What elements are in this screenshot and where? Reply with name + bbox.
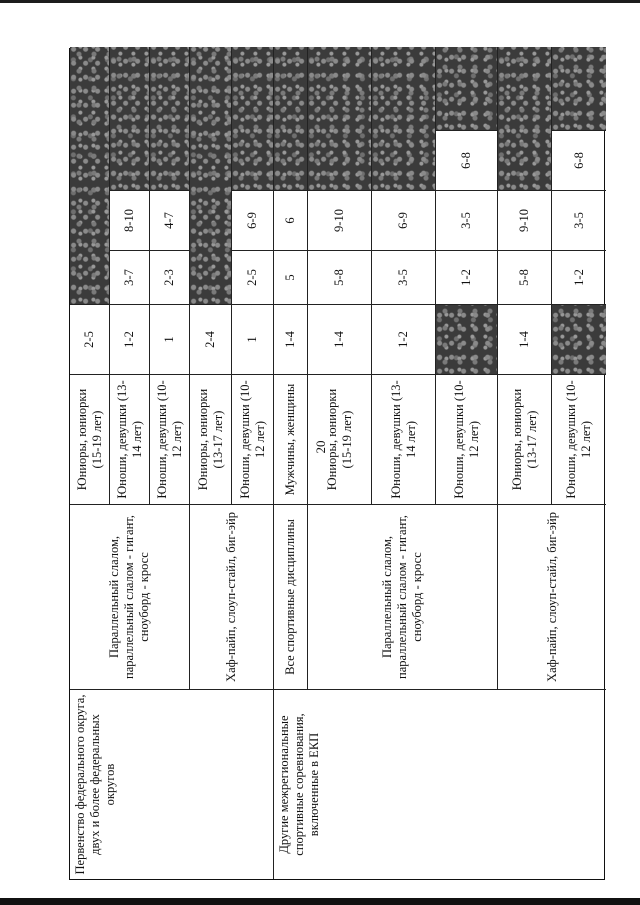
rotated-page — [69, 48, 605, 880]
shaded-cell — [372, 47, 436, 190]
age-group-cell: Мужчины, женщины — [274, 374, 308, 504]
place-cell: 1-2 — [552, 250, 606, 304]
shaded-cell — [190, 47, 232, 304]
place-cell: 1-4 — [308, 304, 372, 374]
place-cell: 8-10 — [110, 190, 150, 250]
discipline-cell: Хаф-пайп, слоуп-стайл, биг-эйр — [190, 504, 274, 689]
age-group-cell: Юниоры, юниорки (13-17 лет) — [498, 374, 552, 504]
age-group-cell: Юноши, девушки (10-12 лет) — [552, 374, 606, 504]
shaded-cell — [552, 47, 606, 130]
age-group-cell: Юноши, девушки (10-12 лет) — [232, 374, 274, 504]
age-group-cell: Юноши, девушки (10-12 лет) — [436, 374, 498, 504]
place-cell: 1-4 — [498, 304, 552, 374]
place-cell: 1-2 — [372, 304, 436, 374]
place-cell: 6-9 — [372, 190, 436, 250]
scan-top-edge — [0, 0, 640, 3]
place-cell: 2-5 — [232, 250, 274, 304]
place-cell: 9-10 — [308, 190, 372, 250]
shaded-cell — [110, 47, 150, 190]
place-cell: 1-4 — [274, 304, 308, 374]
shaded-cell — [308, 47, 372, 190]
discipline-cell: Все спортивные дисциплины — [274, 504, 308, 689]
age-group-cell: Юноши, девушки (13-14 лет) — [372, 374, 436, 504]
shaded-cell — [232, 47, 274, 190]
scan-bottom-edge — [0, 898, 640, 905]
place-cell: 1-2 — [110, 304, 150, 374]
place-cell: 2-4 — [190, 304, 232, 374]
place-cell: 1 — [232, 304, 274, 374]
shaded-cell — [150, 47, 190, 190]
age-group-cell: Юноши, девушки (10-12 лет) — [150, 374, 190, 504]
ranking-table — [69, 48, 605, 880]
place-cell: 5 — [274, 250, 308, 304]
place-cell: 3-5 — [372, 250, 436, 304]
place-cell: 3-5 — [552, 190, 606, 250]
discipline-cell: Хаф-пайп, слоуп-стайл, биг-эйр — [498, 504, 606, 689]
competition-cell: Первенство федерального округа, двух и более федеральных округов — [70, 689, 274, 879]
discipline-cell: Параллельный слалом, параллельный слалом - гигант, сноуборд - кросс — [70, 504, 190, 689]
place-cell: 4-7 — [150, 190, 190, 250]
shaded-cell — [498, 47, 552, 190]
place-cell: 6-8 — [436, 130, 498, 190]
shaded-cell — [70, 47, 110, 304]
place-cell: 1-2 — [436, 250, 498, 304]
place-cell: 3-7 — [110, 250, 150, 304]
place-cell: 6-8 — [552, 130, 606, 190]
place-cell: 6 — [274, 190, 308, 250]
place-cell: 9-10 — [498, 190, 552, 250]
discipline-cell: Параллельный слалом, параллельный слалом - гигант, сноуборд - кросс — [308, 504, 498, 689]
age-group-cell: Юниоры, юниорки (13-17 лет) — [190, 374, 232, 504]
place-cell: 2-5 — [70, 304, 110, 374]
place-cell: 6-9 — [232, 190, 274, 250]
shaded-cell — [436, 304, 498, 374]
competition-cell: Другие межрегиональные спортивные соревнования, включенные в ЕКП — [274, 689, 606, 879]
place-cell: 2-3 — [150, 250, 190, 304]
shaded-cell — [436, 47, 498, 130]
age-group-cell: Юниоры, юниорки (15-19 лет) — [70, 374, 110, 504]
place-cell: 1 — [150, 304, 190, 374]
age-group-cell: Юниоры, юниорки (15-19 лет) — [308, 374, 372, 504]
age-group-cell: Юноши, девушки (13-14 лет) — [110, 374, 150, 504]
place-cell: 5-8 — [498, 250, 552, 304]
page-number: 20 — [313, 440, 328, 454]
place-cell: 5-8 — [308, 250, 372, 304]
place-cell: 3-5 — [436, 190, 498, 250]
shaded-cell — [274, 47, 308, 190]
shaded-cell — [552, 304, 606, 374]
